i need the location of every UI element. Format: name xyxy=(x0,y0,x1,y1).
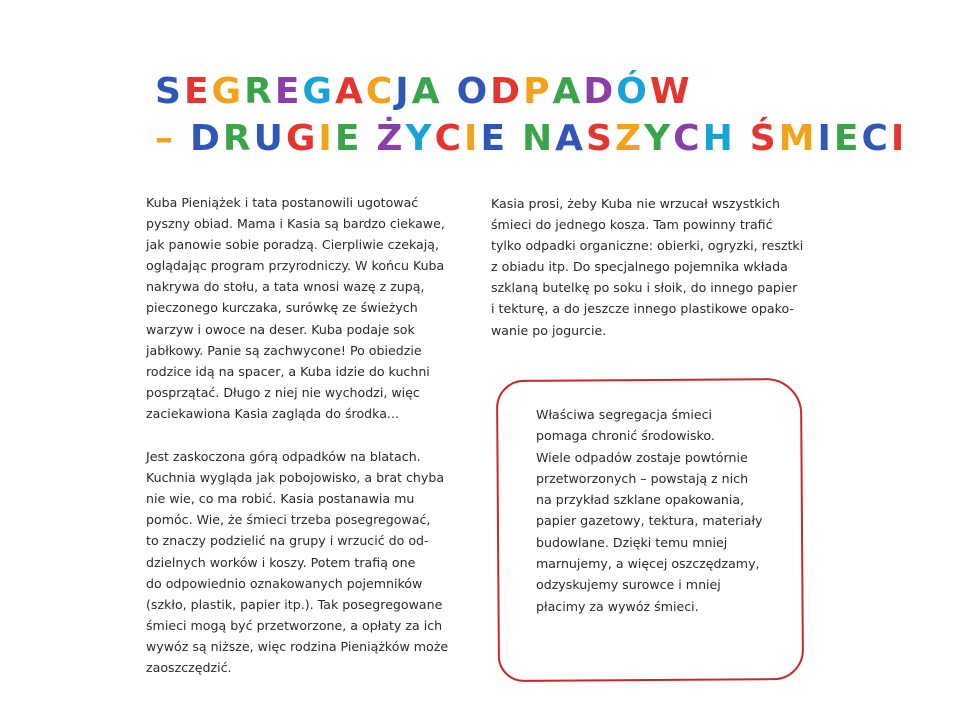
paragraph-intro xyxy=(146,192,476,424)
text-line: nie wie, co ma robić. Kasia postanawia mu xyxy=(146,491,415,507)
text-line: dzielnych worków i koszy. Potem trafią one xyxy=(146,554,416,570)
text-line: Właściwa segregacja śmieci xyxy=(536,407,713,422)
text-line: tylko odpadki organiczne: obierki, ogryzki, resztki xyxy=(491,238,804,254)
text-line: Wiele odpadów zostaje powtórnie xyxy=(536,449,748,465)
text-line: posprzątać. Długo z niej nie wychodzi, więc xyxy=(146,384,420,400)
text-line: oglądając program przyrodniczy. W końcu Kuba xyxy=(146,258,445,274)
text-line: przetworzonych – powstają z nich xyxy=(536,470,749,486)
text-line: jabłkowy. Panie są zachwycone! Po obiedzie xyxy=(146,342,422,358)
text-line: pomaga chronić środowisko. xyxy=(536,428,715,444)
text-line: jak panowie sobie poradzą. Cierpliwie czekają, xyxy=(146,237,439,253)
text-line: na przykład szklane opakowania, xyxy=(536,492,745,508)
text-line: szklaną butelkę po soku i słoik, do innego papier xyxy=(491,280,798,296)
text-line: Kuchnia wygląda jak pobojowisko, a brat chyba xyxy=(146,470,445,486)
text-line: marnujemy, a więcej oszczędzamy, xyxy=(536,556,760,572)
text-line: pyszny obiad. Mama i Kasia są bardzo ciekawe, xyxy=(146,216,445,232)
paragraph-spacer xyxy=(146,424,476,446)
text-line: Jest zaskoczona górą odpadków na blatach. xyxy=(146,449,421,465)
text-line: warzyw i owoce na deser. Kuba podaje sok xyxy=(146,321,415,337)
text-line: odzyskujemy surowce i mniej xyxy=(536,577,721,593)
text-line: do odpowiednio oznakowanych pojemników xyxy=(146,575,423,591)
text-line: budowlane. Dzięki temu mniej xyxy=(536,534,728,550)
paragraph-kitchen xyxy=(146,446,476,678)
text-line: Kasia prosi, żeby Kuba nie wrzucał wszystkich xyxy=(491,196,780,211)
text-line: pomóc. Wie, że śmieci trzeba posegregować, xyxy=(146,512,431,528)
text-line: wanie po jogurcie. xyxy=(491,322,607,338)
text-line: śmieci do jednego kosza. Tam powinny trafić xyxy=(491,217,773,233)
page-title-line-2: – DRUGIE ŻYCIE NASZYCH ŚMIECI xyxy=(155,118,908,160)
text-line: pieczonego kurczaka, surówkę ze świeżych xyxy=(146,300,418,316)
text-line: i tekturę, a do jeszcze innego plastikowe opako- xyxy=(491,301,794,317)
text-line: to znaczy podzielić na grupy i wrzucić do od- xyxy=(146,533,429,549)
text-line: (szkło, plastik, papier itp.). Tak posegregowane xyxy=(146,596,443,612)
text-line: rodzice idą na spacer, a Kuba idzie do kuchni xyxy=(146,363,430,379)
callout-text xyxy=(536,404,786,617)
text-line: płacimy za wywóz śmieci. xyxy=(536,598,699,614)
paragraph-sorting xyxy=(491,193,804,341)
left-column xyxy=(146,192,476,678)
text-line: papier gazetowy, tektura, materiały xyxy=(536,513,763,529)
text-line: z obiadu itp. Do specjalnego pojemnika wkłada xyxy=(491,259,788,275)
text-line: śmieci mogą być przetworzone, a opłaty za ich xyxy=(146,617,443,633)
text-line: zaciekawiona Kasia zagląda do środka... xyxy=(146,405,399,421)
text-line: zaoszczędzić. xyxy=(146,659,232,675)
text-line: wywóz są niższe, więc rodzina Pieniążków może xyxy=(146,638,449,654)
text-line: Kuba Pieniążek i tata postanowili ugotować xyxy=(146,195,419,210)
right-column xyxy=(491,193,804,341)
text-line: nakrywa do stołu, a tata wnosi wazę z zupą, xyxy=(146,279,425,295)
page-title-line-1: SEGREGACJA ODPADÓW xyxy=(155,71,693,113)
